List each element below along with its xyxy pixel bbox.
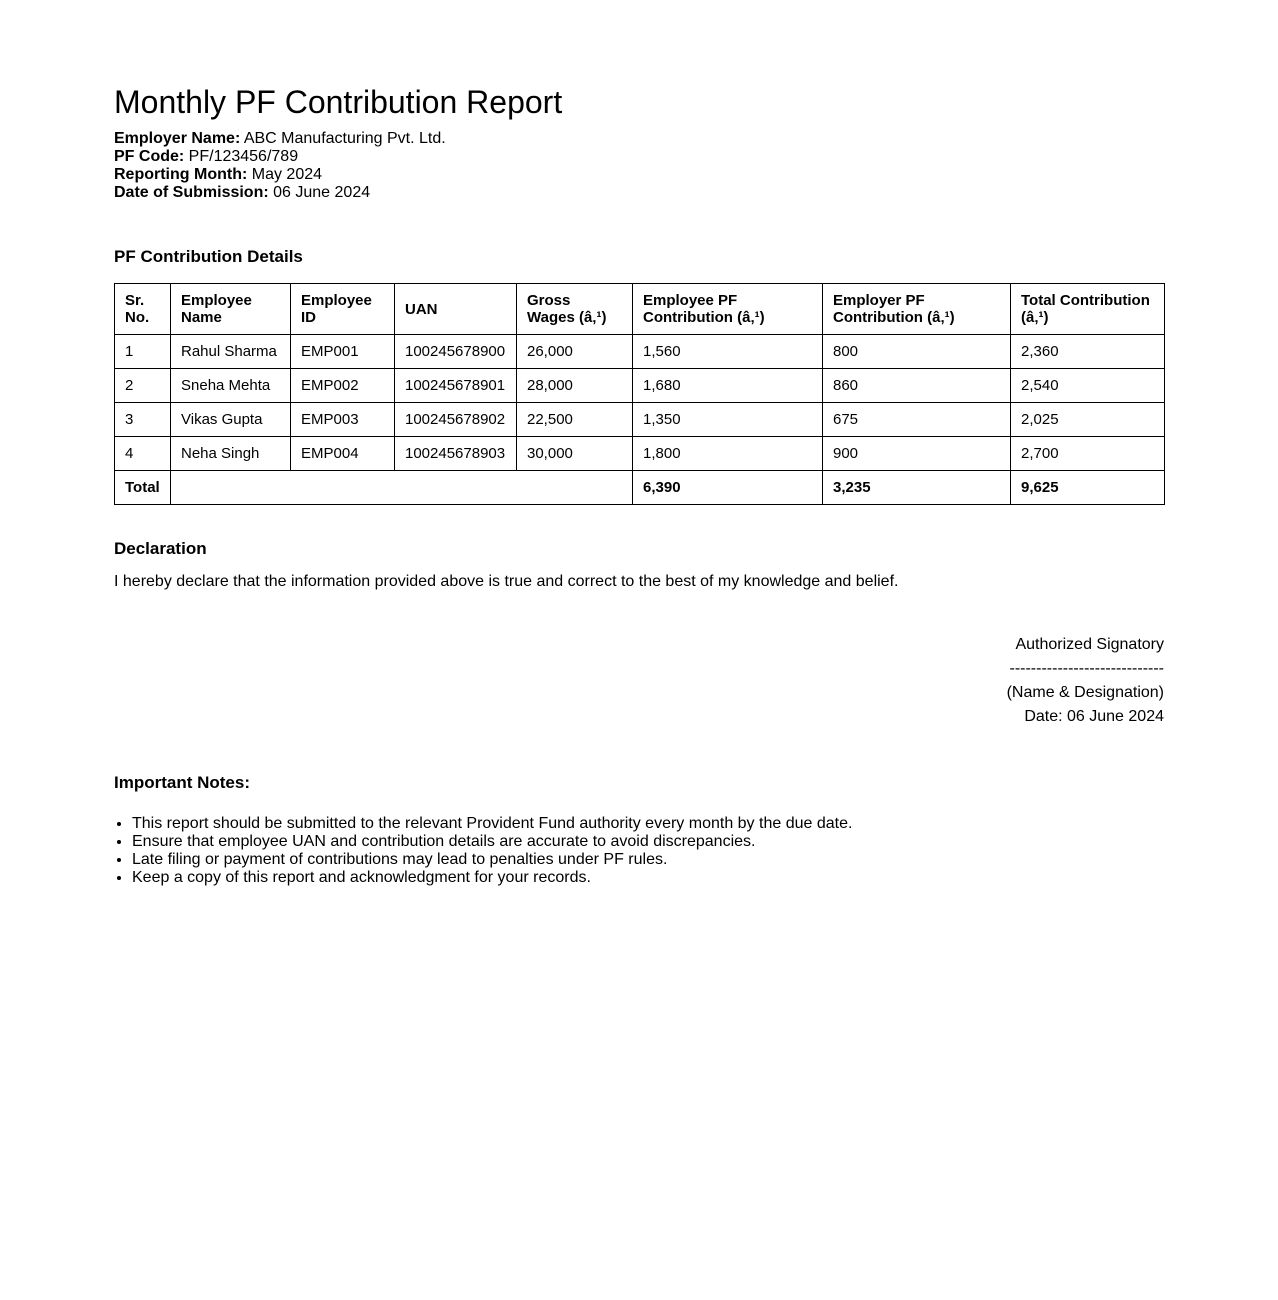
header-total-contribution: Total Contribution (â‚¹): [1011, 284, 1165, 335]
reporting-month-value: May 2024: [251, 166, 323, 183]
pf-code-value: PF/123456/789: [188, 148, 299, 165]
submission-date-row: [114, 184, 1164, 202]
cell-gross-wages: 26,000: [517, 335, 633, 369]
cell-employee-pf: 1,350: [633, 403, 823, 437]
cell-employee-pf: 1,560: [633, 335, 823, 369]
declaration-text: I hereby declare that the information provided above is true and correct to the best of my knowledge and belief.: [114, 573, 899, 590]
list-item: • Keep a copy of this report and acknowledgment for your records.: [132, 869, 1164, 887]
employer-name-row: [114, 130, 1164, 148]
notes-list: [114, 815, 1164, 887]
cell-employee-name: Sneha Mehta: [171, 369, 291, 403]
table-row: [115, 369, 1165, 403]
cell-uan: 100245678900: [395, 335, 517, 369]
cell-employee-id: EMP003: [291, 403, 395, 437]
cell-employer-pf: 800: [823, 335, 1011, 369]
cell-uan: 100245678902: [395, 403, 517, 437]
details-title: PF Contribution Details: [114, 247, 303, 266]
table-row: [115, 403, 1165, 437]
total-contribution: 9,625: [1011, 471, 1165, 505]
cell-total-contribution: 2,025: [1011, 403, 1165, 437]
signatory-date: Date: 06 June 2024: [1024, 708, 1164, 725]
cell-gross-wages: 22,500: [517, 403, 633, 437]
header-employee-id: Employee ID: [291, 284, 395, 335]
total-label: Total: [115, 471, 171, 505]
total-employer-pf: 3,235: [823, 471, 1011, 505]
list-item: • Late filing or payment of contributions may lead to penalties under PF rules.: [132, 851, 1164, 869]
cell-total-contribution: 2,540: [1011, 369, 1165, 403]
cell-employer-pf: 900: [823, 437, 1011, 471]
cell-total-contribution: 2,700: [1011, 437, 1165, 471]
total-spacer-cell: [171, 471, 633, 505]
table-header-row: [115, 284, 1165, 335]
cell-employer-pf: 675: [823, 403, 1011, 437]
cell-employee-name: Rahul Sharma: [171, 335, 291, 369]
header-employer-pf: Employer PF Contribution (â‚¹): [823, 284, 1011, 335]
cell-sr-no: 1: [115, 335, 171, 369]
table-total-row: [115, 471, 1165, 505]
cell-total-contribution: 2,360: [1011, 335, 1165, 369]
list-item: • This report should be submitted to the relevant Provident Fund authority every month by the due date.: [132, 815, 1164, 833]
report-title: Monthly PF Contribution Report: [114, 84, 563, 120]
cell-employee-pf: 1,680: [633, 369, 823, 403]
cell-employee-id: EMP004: [291, 437, 395, 471]
cell-employee-name: Neha Singh: [171, 437, 291, 471]
cell-employee-id: EMP002: [291, 369, 395, 403]
header-employee-pf: Employee PF Contribution (â‚¹): [633, 284, 823, 335]
pf-contribution-table: [114, 283, 1165, 505]
cell-employee-id: EMP001: [291, 335, 395, 369]
cell-employee-pf: 1,800: [633, 437, 823, 471]
reporting-month-label: Reporting Month:: [114, 166, 248, 183]
cell-uan: 100245678903: [395, 437, 517, 471]
cell-uan: 100245678901: [395, 369, 517, 403]
employer-meta: [114, 130, 1164, 202]
reporting-month-row: [114, 166, 1164, 184]
pf-code-row: [114, 148, 1164, 166]
cell-gross-wages: 30,000: [517, 437, 633, 471]
signatory-title: Authorized Signatory: [1015, 636, 1164, 653]
list-item: • Ensure that employee UAN and contribution details are accurate to avoid discrepancies.: [132, 833, 1164, 851]
table-row: [115, 335, 1165, 369]
submission-date-value: 06 June 2024: [273, 184, 371, 201]
cell-gross-wages: 28,000: [517, 369, 633, 403]
employer-name-label: Employer Name:: [114, 130, 241, 147]
declaration-title: Declaration: [114, 539, 207, 558]
cell-sr-no: 3: [115, 403, 171, 437]
notes-title: Important Notes:: [114, 773, 250, 792]
pf-code-label: PF Code:: [114, 148, 185, 165]
employer-name-value: ABC Manufacturing Pvt. Ltd.: [243, 130, 446, 147]
signatory-block: [114, 633, 1164, 729]
header-uan: UAN: [395, 284, 517, 335]
signature-line: -----------------------------: [1009, 660, 1164, 677]
header-gross-wages: Gross Wages (â‚¹): [517, 284, 633, 335]
header-employee-name: Employee Name: [171, 284, 291, 335]
total-employee-pf: 6,390: [633, 471, 823, 505]
header-sr-no: Sr. No.: [115, 284, 171, 335]
table-row: [115, 437, 1165, 471]
signatory-name-designation: (Name & Designation): [1006, 684, 1164, 701]
cell-sr-no: 4: [115, 437, 171, 471]
cell-sr-no: 2: [115, 369, 171, 403]
cell-employer-pf: 860: [823, 369, 1011, 403]
cell-employee-name: Vikas Gupta: [171, 403, 291, 437]
submission-date-label: Date of Submission:: [114, 184, 269, 201]
